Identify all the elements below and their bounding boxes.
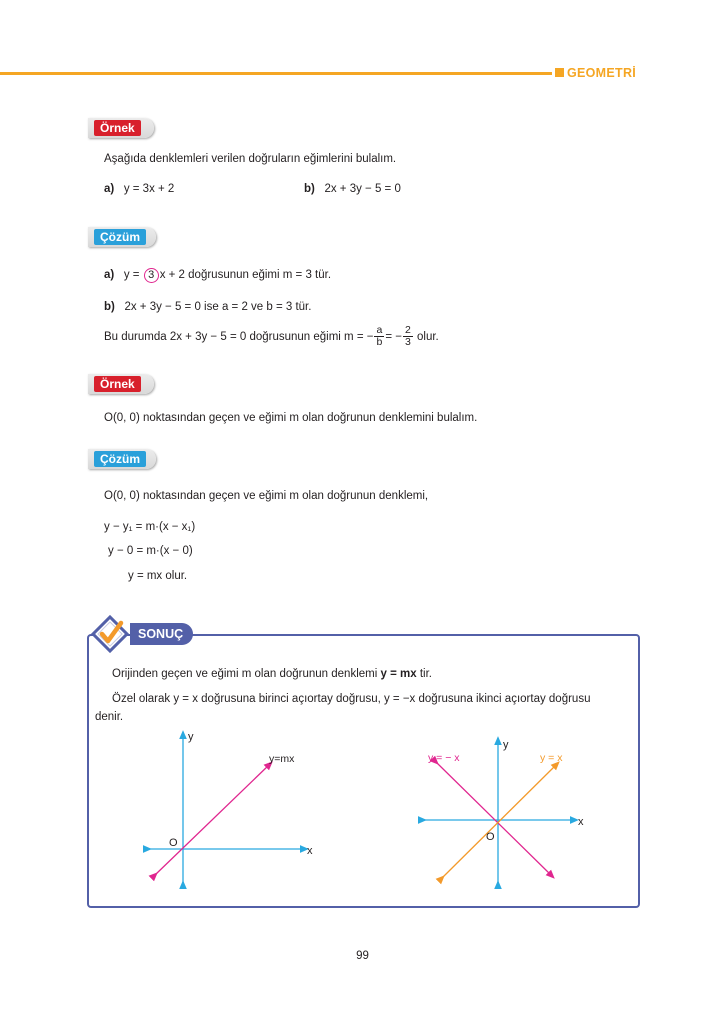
conclusion-mid: = − [385,331,402,343]
part-label: b) [104,301,115,313]
fraction-denominator: b [376,336,383,349]
solution-text: 2x + 3y − 5 = 0 ise a = 2 ve b = 3 tür. [124,301,312,313]
example1-part-a [104,182,174,196]
conclusion-text: Orijinden geçen ve eğimi m olan doğrunun denklemi [112,668,381,680]
graph-y-equals-mx [140,726,330,890]
conclusion-formula: y = mx [380,668,417,680]
example-tag-label: Örnek [94,376,141,392]
solution1-part-a [104,268,331,283]
equation-start: y = [123,269,140,281]
derivation-line-3: y = mx olur. [128,570,188,582]
solution2-intro: O(0, 0) noktasından geçen ve eğimi m olan doğrunun denklemi, [104,490,429,502]
conclusion-paragraph-2-line-1: Özel olarak y = x doğrusuna birinci açıortay doğrusu, y = −x doğrusuna ikinci açıortay doğrusu [112,693,591,705]
derivation-line-2: y − 0 = m·(x − 0) [108,545,193,557]
x-axis-label: x [307,845,313,857]
solution-tag-label: Çözüm [94,229,146,245]
equation: y = 3x + 2 [123,183,175,195]
solution-tag [88,227,156,247]
conclusion-start: Bu durumda 2x + 3y − 5 = 0 doğrusunun eğimi m = − [104,331,374,343]
x-axis-label: x [578,816,584,828]
line-label: y=mx [269,753,295,765]
conclusion-end: olur. [417,331,439,343]
example1-prompt: Aşağıda denklemleri verilen doğruların eğimlerini bulalım. [104,153,397,165]
conclusion-paragraph-2-line-2: denir. [95,711,124,723]
y-axis-label: y [503,739,509,751]
part-label: b) [304,183,315,195]
header-rule [0,72,552,75]
solution1-part-b [104,300,311,314]
circled-slope: 3 [144,268,159,283]
fraction-a-over-b [374,325,384,348]
line-y-equals-negative-x [436,762,552,876]
fraction-numerator: a [376,324,383,337]
example-tag [88,118,154,138]
example2-prompt: O(0, 0) noktasından geçen ve eğimi m olan doğrunun denklemini bulalım. [104,412,478,424]
example-tag [88,374,154,394]
solution-tag [88,449,156,469]
conclusion-text-end: tir. [416,668,432,680]
origin-label: O [486,831,495,843]
fraction-2-over-3 [403,325,413,348]
section-title: GEOMETRİ [567,66,637,80]
fraction-denominator: 3 [404,336,411,349]
equation-end: x + 2 doğrusunun eğimi m = 3 tür. [159,269,332,281]
solution-tag-label: Çözüm [94,451,146,467]
positive-line-label: y = x [540,752,563,764]
line-y-equals-mx [155,764,270,875]
graph-bisectors [418,734,598,890]
example-tag-label: Örnek [94,120,141,136]
equation: 2x + 3y − 5 = 0 [324,183,401,195]
part-label: a) [104,269,115,281]
example1-part-b [304,182,401,196]
y-axis-label: y [188,731,194,743]
part-label: a) [104,183,115,195]
conclusion-paragraph-1 [112,667,432,681]
line-y-equals-x [442,764,557,878]
origin-label: O [169,837,178,849]
derivation-line-1: y − y₁ = m·(x − x₁) [104,521,196,533]
conclusion-tag: SONUÇ [130,623,193,645]
page-number: 99 [356,950,369,962]
checkmark-icon [90,614,130,654]
solution1-conclusion [104,324,439,350]
negative-line-label: y = − x [428,752,460,764]
header-square-icon [555,68,564,77]
fraction-numerator: 2 [404,324,411,337]
